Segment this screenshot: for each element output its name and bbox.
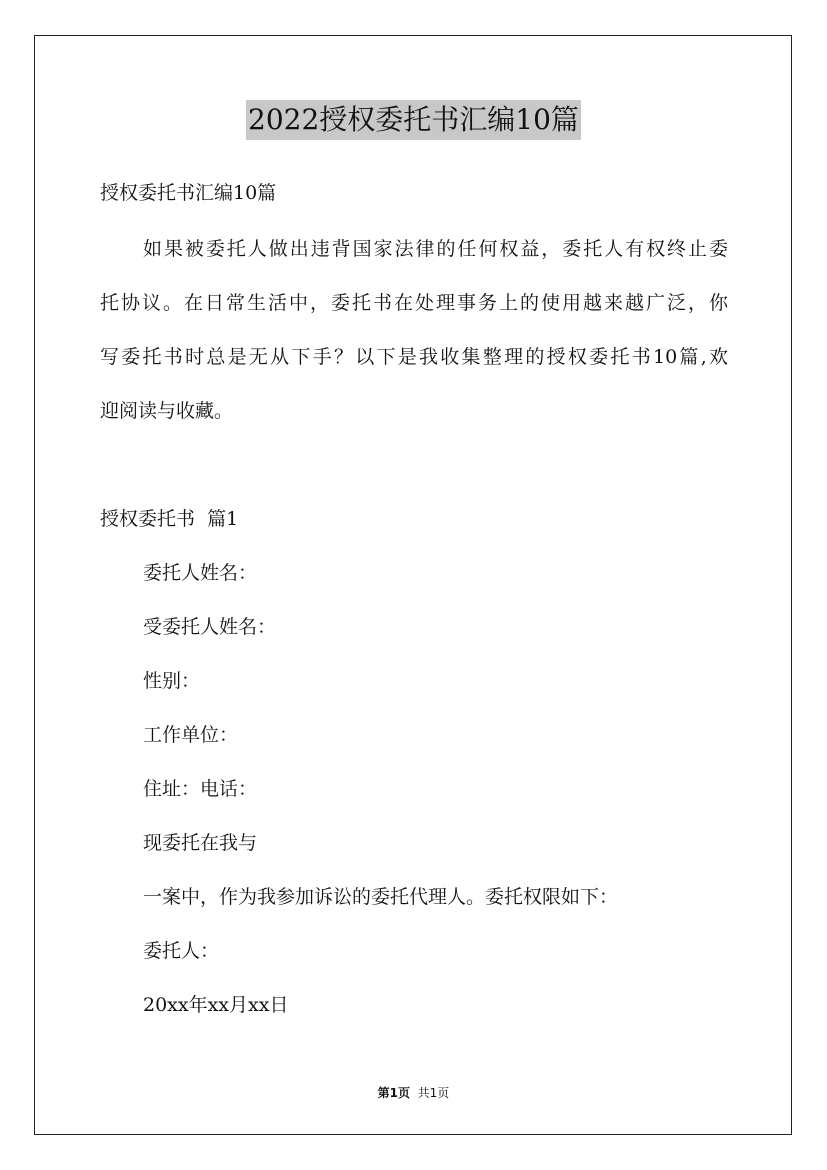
section-heading: 授权委托书 篇1	[100, 508, 239, 530]
field-case-line: 一案中，作为我参加诉讼的委托代理人。委托权限如下：	[143, 886, 619, 908]
intro-line-4: 迎阅读与收藏。	[100, 400, 234, 422]
page-footer	[0, 1085, 827, 1101]
title-container	[0, 100, 827, 140]
field-address-phone: 住址：电话：	[143, 778, 258, 800]
footer-page-number: 第1页	[377, 1086, 411, 1100]
intro-line-3: 写委托书时总是无从下手？以下是我收集整理的授权委托书10篇,欢	[100, 346, 728, 368]
field-entrust-line: 现委托在我与	[143, 832, 258, 854]
field-agent-name: 受委托人姓名：	[143, 616, 277, 638]
field-work-unit: 工作单位：	[143, 724, 239, 746]
field-date: 20xx年xx月xx日	[143, 994, 289, 1016]
intro-line-1: 如果被委托人做出违背国家法律的任何权益，委托人有权终止委	[143, 238, 728, 260]
footer-total-pages: 共1页	[417, 1086, 450, 1100]
field-client-signature: 委托人：	[143, 940, 220, 962]
intro-line-2: 托协议。在日常生活中，委托书在处理事务上的使用越来越广泛，你	[100, 292, 728, 314]
field-client-name: 委托人姓名：	[143, 562, 258, 584]
field-gender: 性别：	[143, 670, 201, 692]
document-title: 2022授权委托书汇编10篇	[246, 100, 581, 140]
document-subtitle: 授权委托书汇编10篇	[100, 182, 277, 204]
